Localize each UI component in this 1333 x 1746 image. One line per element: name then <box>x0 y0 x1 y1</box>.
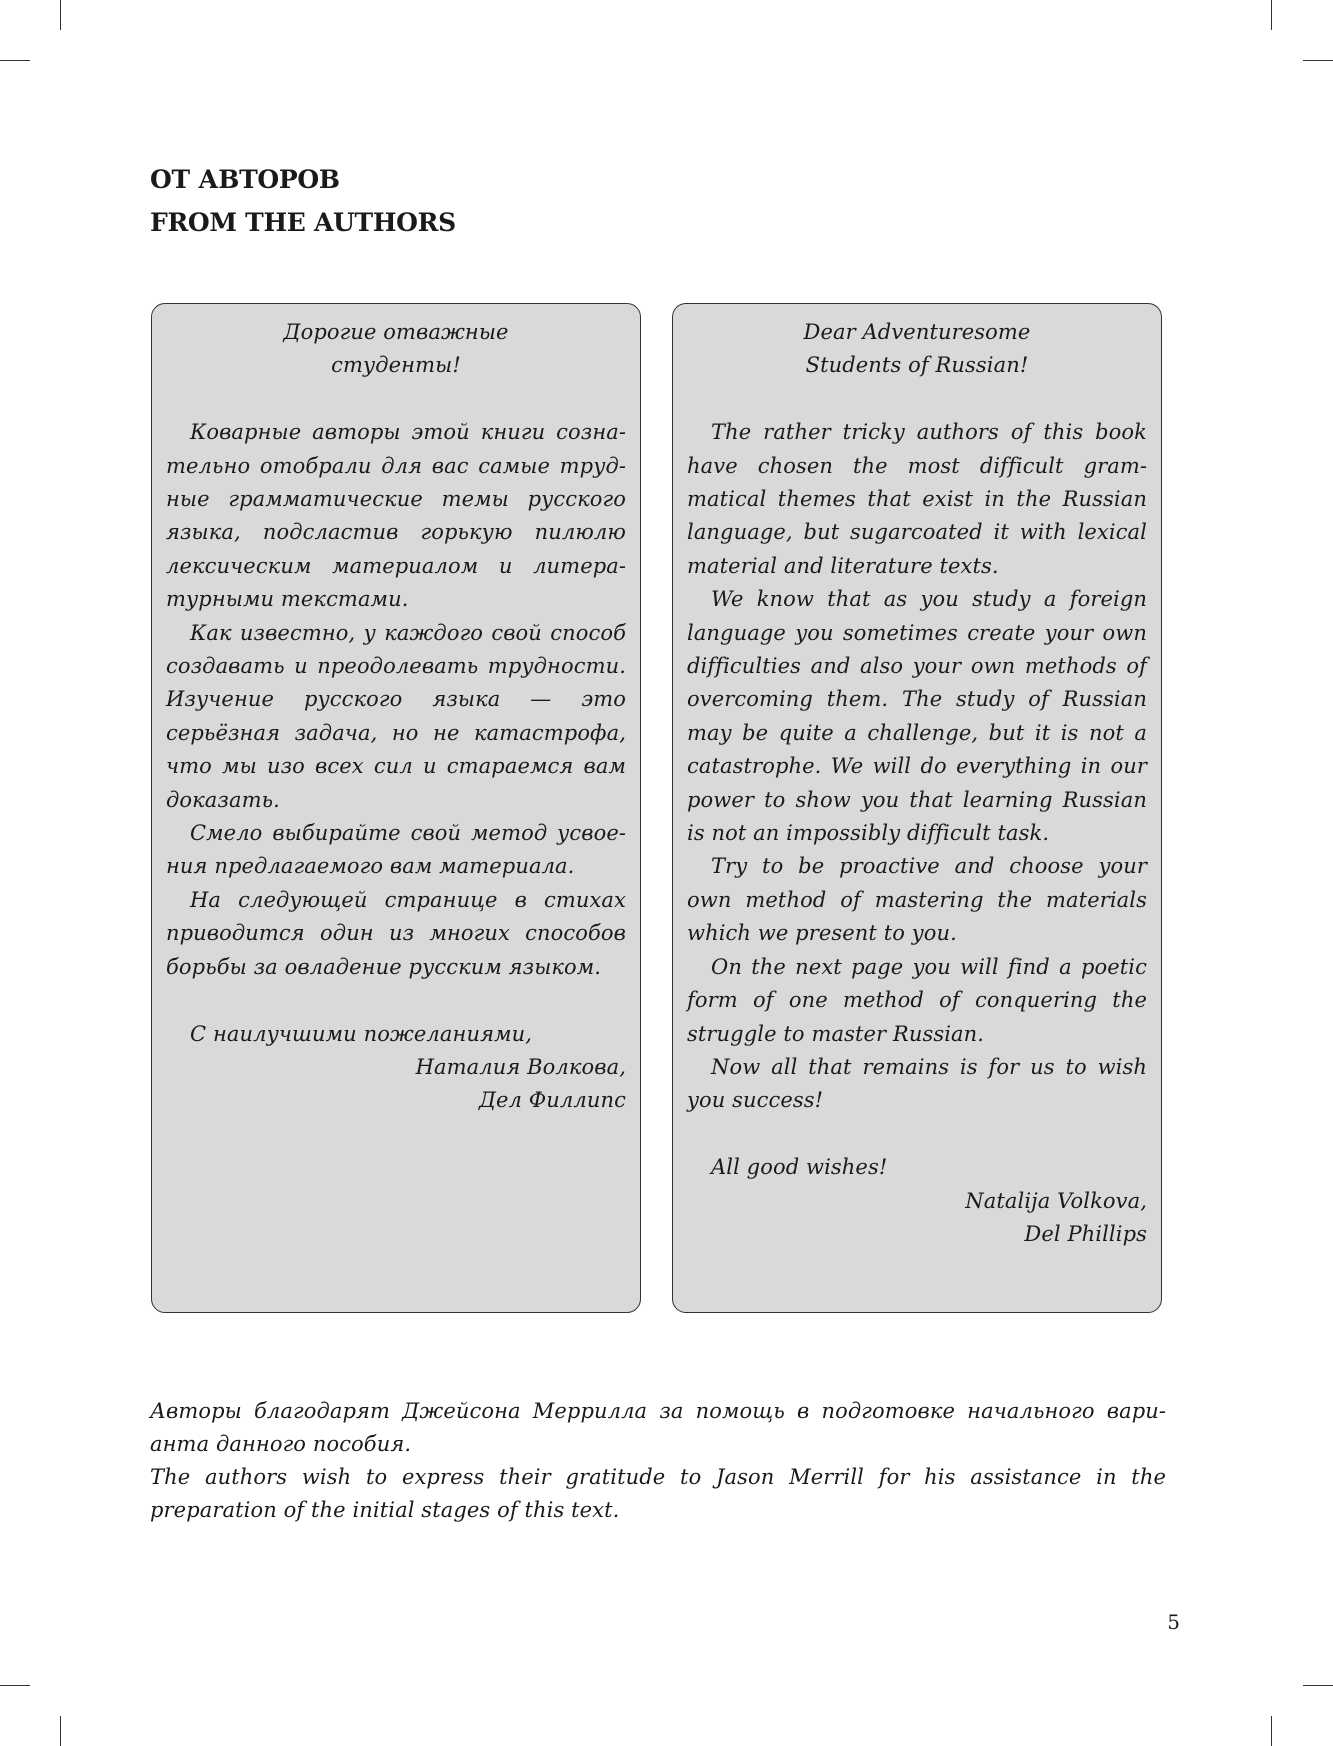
crop-mark <box>1271 1716 1272 1746</box>
crop-mark <box>60 1716 61 1746</box>
signature-english: Natalija Volkova, <box>965 1188 1147 1213</box>
crop-mark <box>1303 60 1333 61</box>
paragraph-russian: Коварные авторы этой книги сознательно отобрали для вас самые трудные грамматические темы русского языка, подсластив горькую пилюлю лексическим материалом и литературными текстами. <box>166 420 626 612</box>
page-title <box>150 158 456 244</box>
signature-russian: Наталия Волкова, <box>415 1054 626 1079</box>
paragraph-english: On the next page you will find a poetic form of one method of conquering the struggle to master Russian. <box>687 954 1147 1046</box>
spacer <box>687 1118 1147 1151</box>
crop-mark <box>60 0 61 30</box>
paragraph-russian: На следующей странице в стихах приводится один из многих способов борьбы за овладение русским языком. <box>166 887 626 979</box>
acknowledgement <box>150 1395 1166 1527</box>
page-number: 5 <box>1167 1610 1180 1634</box>
signature-english: Del Phillips <box>1024 1221 1147 1246</box>
letter-box-russian <box>151 303 641 1313</box>
letter-box-english <box>672 303 1162 1313</box>
greeting-english: Dear Adventuresome Students of Russian! <box>803 320 1031 378</box>
spacer <box>687 383 1147 416</box>
paragraph-english: The rather tricky authors of this book have chosen the most difficult grammatical themes that exist in the Russian language, but sugarcoated it with lexical material and literature texts. <box>687 420 1147 578</box>
greeting-russian: Дорогие отважные студенты! <box>283 320 509 378</box>
crop-mark <box>0 1685 30 1686</box>
paragraph-english: We know that as you study a foreign language you sometimes create your own difficulties and also your own methods of overcoming them. The study of Russian may be quite a challenge, but it is not a catastrophe. We will do everything in our power to show you that learning Russian is not an impossibly difficult task. <box>687 587 1147 846</box>
acknowledgement-russian: Авторы благодарят Джейсона Меррилла за помощь в подготовке начального варианта данного пособия. <box>150 1399 1166 1456</box>
spacer <box>166 984 626 1017</box>
closing-russian: С наилучшими пожеланиями, <box>190 1021 532 1046</box>
signature-russian: Дел Филлипс <box>478 1088 626 1113</box>
acknowledgement-english: The authors wish to express their gratitude to Jason Merrill for his assistance in the preparation of the initial stages of this text. <box>150 1465 1166 1522</box>
title-english: FROM THE AUTHORS <box>150 208 456 237</box>
title-russian: ОТ АВТОРОВ <box>150 165 340 194</box>
paragraph-english: Try to be proactive and choose your own method of mastering the materials which we present to you. <box>687 854 1147 946</box>
crop-mark <box>1303 1685 1333 1686</box>
crop-mark <box>0 60 30 61</box>
paragraph-russian: Как известно, у каждого свой способ создавать и преодолевать трудности. Изучение русского языка — это серьёзная задача, но не катастрофа, что мы изо всех сил и стараемся вам доказать. <box>166 620 626 812</box>
paragraph-english: Now all that remains is for us to wish you success! <box>687 1054 1147 1113</box>
paragraph-russian: Смело выбирайте свой метод усвоения предлагаемого вам материала. <box>166 821 626 879</box>
crop-mark <box>1271 0 1272 30</box>
spacer <box>166 383 626 416</box>
closing-english: All good wishes! <box>711 1155 888 1180</box>
